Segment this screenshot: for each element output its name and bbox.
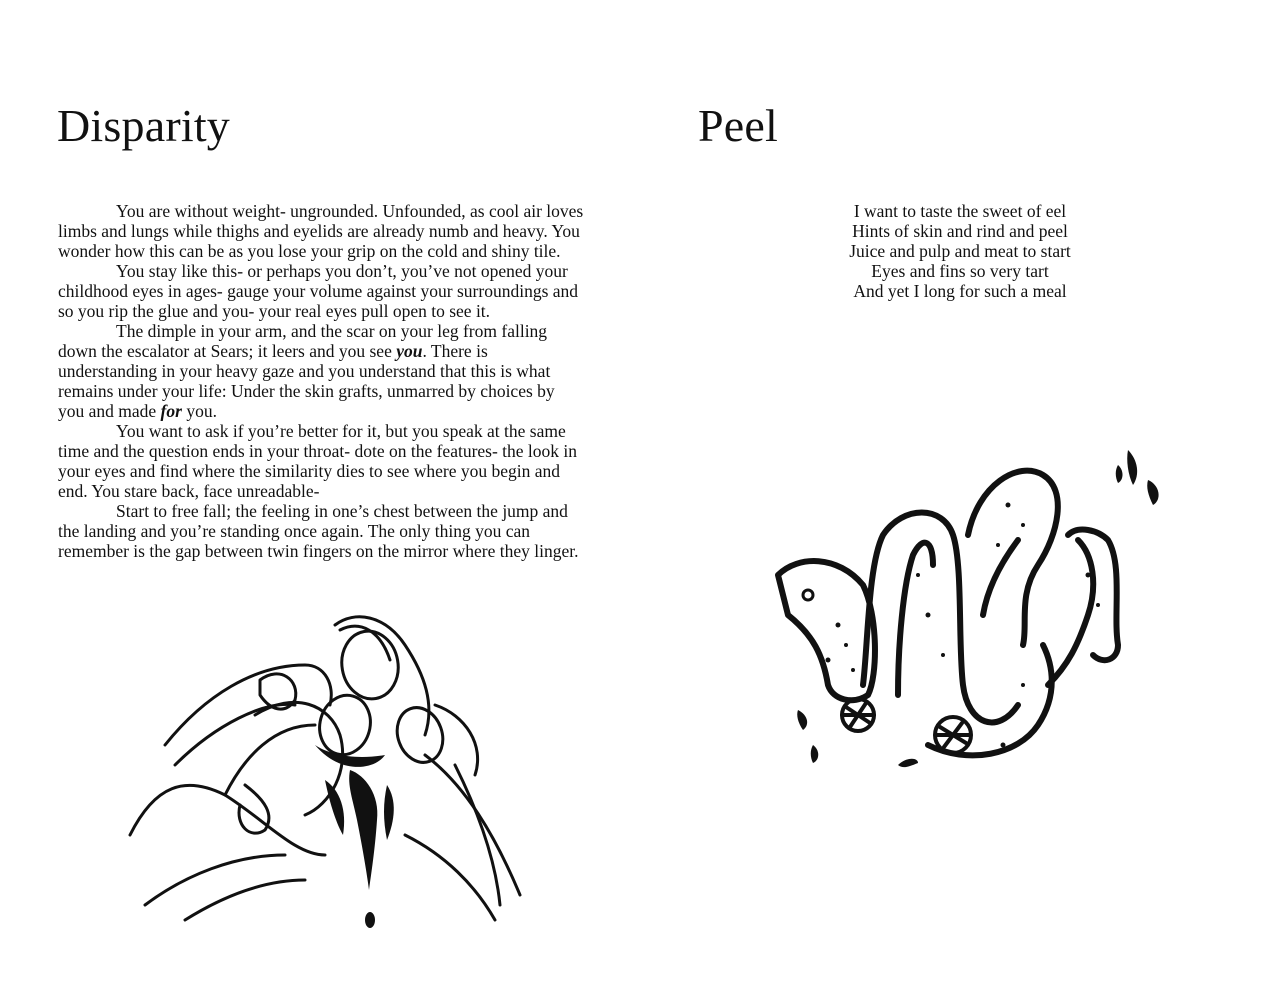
right-page — [640, 0, 1280, 987]
paragraph-5: Start to free fall; the feeling in one’s chest between the jump and the landing and you’re standing once again. The only thing you can remember is the gap between twin fingers on the mirror where they linger. — [58, 501, 579, 561]
poem-body — [790, 201, 1130, 301]
paragraph-4: You want to ask if you’re better for it, but you speak at the same time and the question ends in your throat- dote on the features- the look in your eyes and find where the similarity dies to see where you begin and end. You stare back, face unreadable- — [58, 421, 578, 501]
poem-line-5: And yet I long for such a meal — [853, 281, 1067, 301]
emphasis-you: you — [396, 341, 423, 361]
paragraph-3: The dimple in your arm, and the scar on your leg from falling down the escalator at Sears; it leers and you see you. There is understanding in your heavy gaze and you understand that this is what remains under your life: Under the skin grafts, unmarred by choices by you and made for you. — [58, 321, 555, 421]
poem-line-1: I want to taste the sweet of eel — [853, 201, 1067, 221]
poem-line-3: Juice and pulp and meat to start — [849, 241, 1071, 261]
page-title-disparity: Disparity — [57, 100, 230, 151]
paragraph-2: You stay like this- or perhaps you don’t, you’ve not opened your childhood eyes in ages- gauge your volume against your surroundings and so you rip the glue and you- your real eyes pull open to see it. — [58, 261, 579, 321]
prose-body — [58, 201, 584, 561]
hand-sketch-icon — [125, 605, 525, 935]
emphasis-for: for — [160, 401, 182, 421]
poem-line-2: Hints of skin and rind and peel — [852, 221, 1068, 241]
page-title-peel: Peel — [698, 100, 778, 151]
poem-line-4: Eyes and fins so very tart — [871, 261, 1049, 281]
paragraph-1: You are without weight- ungrounded. Unfounded, as cool air loves limbs and lungs while thighs and eyelids are already numb and heavy. You wonder how this can be as you lose your grip on the cold and shiny tile. — [58, 201, 584, 261]
eel-citrus-sketch-icon — [768, 445, 1168, 785]
